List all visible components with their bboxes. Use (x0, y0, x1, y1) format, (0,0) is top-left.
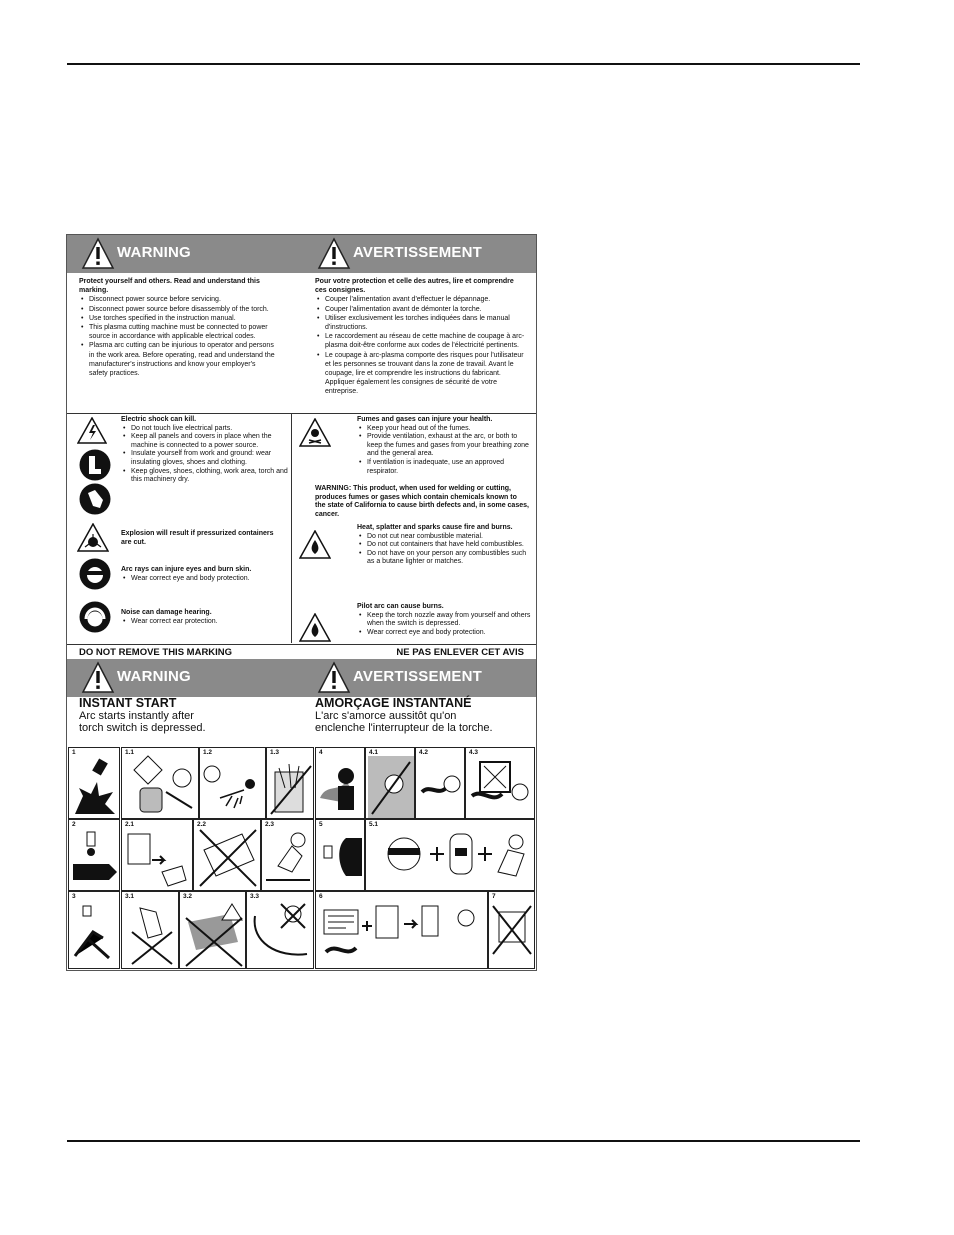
list-item: • Disconnect power source before disassembly of the torch. (89, 305, 275, 314)
noise-section (121, 609, 287, 626)
divider (67, 413, 536, 414)
pilot-arc-burn-icon (69, 892, 120, 969)
read-manual-icon (316, 892, 488, 969)
ventilation-pictogram-icon (416, 748, 465, 819)
list-item: • Le coupage à arc-plasma comporte des risques pour l'utilisateur et les personnes se trouvant dans la zone de travail. Avant le coupage, lire et comprendre les instructions du fabricant. Appliquer également les consignes de sécurité de votre entreprise. (325, 351, 527, 397)
instant-start-line: L'arc s'amorce aussitôt qu'on (315, 710, 457, 722)
banner-avertissement-text: AVERTISSEMENT (353, 668, 483, 685)
instant-start-title: INSTANT START (79, 696, 177, 710)
list-item: • This plasma cutting machine must be connected to power source in accordance with applicable electrical codes. (89, 323, 275, 341)
pictogram-panel: 5.1 (365, 819, 535, 891)
explosion-section (121, 530, 281, 547)
list-item: • Disconnect power source before servicing. (89, 295, 275, 304)
glove-torch-icon (122, 892, 179, 969)
pictogram-panel: 3.3 (246, 891, 314, 969)
fumes-section (357, 416, 531, 476)
list-item: • Keep your head out of the fumes. (367, 425, 531, 434)
electric-shock-section (121, 416, 289, 485)
english-instructions (79, 277, 275, 378)
english-intro: Protect yourself and others. Read and understand this marking. (79, 278, 260, 295)
list-item: • Keep all panels and covers in place when the machine is connected to a power source. (131, 433, 289, 450)
no-combustibles-icon (267, 748, 314, 819)
fire-warning-icon (299, 530, 331, 559)
instant-start-french (315, 696, 533, 734)
warning-label (66, 234, 537, 971)
pictogram-panel: 4 (315, 747, 365, 819)
pictogram-grid (68, 747, 535, 969)
pictogram-panel: 2.2 (193, 819, 261, 891)
warning-triangle-icon (317, 237, 351, 270)
instant-start-line: Arc starts instantly after (79, 710, 194, 722)
exhaust-fan-icon (466, 748, 535, 819)
pictogram-panel: 6 (315, 891, 488, 969)
list-item: • Provide ventilation, exhaust at the arc, or both to keep the fumes and gases from your breathing zone and the general area. (367, 433, 531, 459)
list-item: • Do not cut containers that have held combustibles. (367, 541, 531, 550)
section-heading: Fumes and gases can injure your health. (357, 416, 493, 423)
pictogram-panel: 2.3 (261, 819, 314, 891)
pictogram-panel: 1.1 (121, 747, 199, 819)
hand-shock-icon (69, 820, 120, 891)
fumes-pictogram-icon (316, 748, 365, 819)
warning-banner-top (67, 235, 536, 273)
top-rule (67, 63, 860, 65)
pictogram-panel: 7 (488, 891, 535, 969)
list-item: • Use torches specified in the instruction manual. (89, 314, 275, 323)
bottom-rule (67, 1140, 860, 1142)
heat-section (357, 524, 531, 567)
no-touch-live-parts-icon (194, 820, 261, 891)
list-item: • Do not cut near combustible material. (367, 533, 531, 542)
french-instructions (315, 277, 527, 397)
list-item: • Do not have on your person any combustibles such as a butane lighter or matches. (367, 550, 531, 567)
french-intro: Pour votre protection et celle des autres, lire et comprendre ces consignes. (315, 278, 514, 295)
pictogram-panel: 1.3 (266, 747, 314, 819)
boots-icon (79, 449, 111, 481)
pictogram-panel: 4.1 (365, 747, 415, 819)
pictogram-panel: 4.3 (465, 747, 535, 819)
protective-gear-icon (366, 820, 535, 891)
pictogram-panel: 2 (68, 819, 120, 891)
instant-start-line: torch switch is depressed. (79, 722, 206, 734)
pictogram-panel: 4.2 (415, 747, 465, 819)
banner-warning-text: WARNING (117, 668, 191, 685)
list-item: • Plasma arc cutting can be injurious to operator and persons in the work area. Before operating, read and understand the manufacturer's instructions and know your employer's safety practices. (89, 341, 275, 378)
instant-start-english (79, 696, 289, 734)
pictogram-panel: 1 (68, 747, 120, 819)
pilot-arc-warning-icon (299, 613, 331, 642)
pictogram-panel: 3 (68, 891, 120, 969)
instant-start-title: AMORÇAGE INSTANTANÉ (315, 696, 472, 710)
gloves-icon (79, 483, 111, 515)
cable-torch-icon (247, 892, 314, 969)
list-item: • Do not touch live electrical parts. (131, 425, 289, 434)
banner-avertissement-text: AVERTISSEMENT (353, 244, 483, 261)
explosion-warning-icon (77, 523, 109, 552)
pictogram-panel: 2.1 (121, 819, 193, 891)
eye-protection-icon (79, 558, 111, 590)
arc-rays-pictogram-icon (316, 820, 365, 891)
warning-banner-bottom (67, 659, 536, 697)
insulated-worker-icon (262, 820, 314, 891)
arc-rays-section (121, 566, 287, 583)
california-warning: WARNING: This product, when used for welding or cutting, produces fumes or gases which contain chemicals known to the state of California to cause birth defects and, in some cases, cancer. (315, 485, 529, 518)
list-item: • Utiliser exclusivement les torches indiquées dans le manual d'instructions. (325, 314, 527, 332)
ear-protection-icon (79, 601, 111, 633)
pictogram-panel: 3.1 (121, 891, 179, 969)
pictogram-panel: 1.2 (199, 747, 266, 819)
ne-pas-enlever-notice: NE PAS ENLEVER CET AVIS (396, 647, 524, 658)
list-item: • Wear correct eye and body protection. (367, 629, 531, 638)
list-item: • Couper l'alimentation avant de démonter la torche. (325, 305, 527, 314)
warning-triangle-icon (81, 661, 115, 694)
banner-warning-text: WARNING (117, 244, 191, 261)
no-cut-containers-icon (122, 748, 199, 819)
no-combustibles-pocket-icon (180, 892, 246, 969)
no-breathe-fumes-icon (366, 748, 415, 819)
divider (291, 413, 292, 643)
section-heading: Heat, splatter and sparks cause fire and burns. (357, 524, 513, 531)
pictogram-panel: 3.2 (179, 891, 246, 969)
list-item: • Le raccordement au réseau de cette machine de coupage à arc-plasma doit-être conforme aux codes de l'électricité pertinents. (325, 332, 527, 350)
sparks-pictogram-icon (200, 748, 266, 819)
section-heading: Explosion will result if pressurized containers are cut. (121, 530, 274, 546)
electric-shock-warning-icon (77, 417, 107, 444)
section-heading: Arc rays can injure eyes and burn skin. (121, 566, 252, 573)
divider (67, 644, 536, 645)
list-item: • Couper l'alimentation avant d'effectuer le dépannage. (325, 295, 527, 304)
list-item: • Wear correct eye and body protection. (131, 575, 287, 584)
section-heading: Pilot arc can cause burns. (357, 603, 444, 610)
list-item: • Wear correct ear protection. (131, 618, 287, 627)
pictogram-panel: 5 (315, 819, 365, 891)
warning-triangle-icon (81, 237, 115, 270)
list-item: • Keep gloves, shoes, clothing, work area, torch and this machinery dry. (131, 468, 289, 485)
do-not-remove-notice: DO NOT REMOVE THIS MARKING (79, 647, 233, 658)
explosion-pictogram-icon (69, 748, 120, 819)
disconnect-power-icon (122, 820, 193, 891)
section-heading: Electric shock can kill. (121, 416, 197, 423)
list-item: • If ventilation is inadequate, use an approved respirator. (367, 459, 531, 476)
toxic-fumes-warning-icon (299, 418, 331, 447)
list-item: • Insulate yourself from work and ground: wear insulating gloves, shoes and clothing. (131, 450, 289, 467)
section-heading: Noise can damage hearing. (121, 609, 212, 616)
no-remove-label-icon (489, 892, 535, 969)
instant-start-line: enclenche l'interrupteur de la torche. (315, 722, 493, 734)
warning-triangle-icon (317, 661, 351, 694)
pilot-arc-section (357, 603, 531, 637)
list-item: • Keep the torch nozzle away from yourself and others when the switch is depressed. (367, 612, 531, 629)
